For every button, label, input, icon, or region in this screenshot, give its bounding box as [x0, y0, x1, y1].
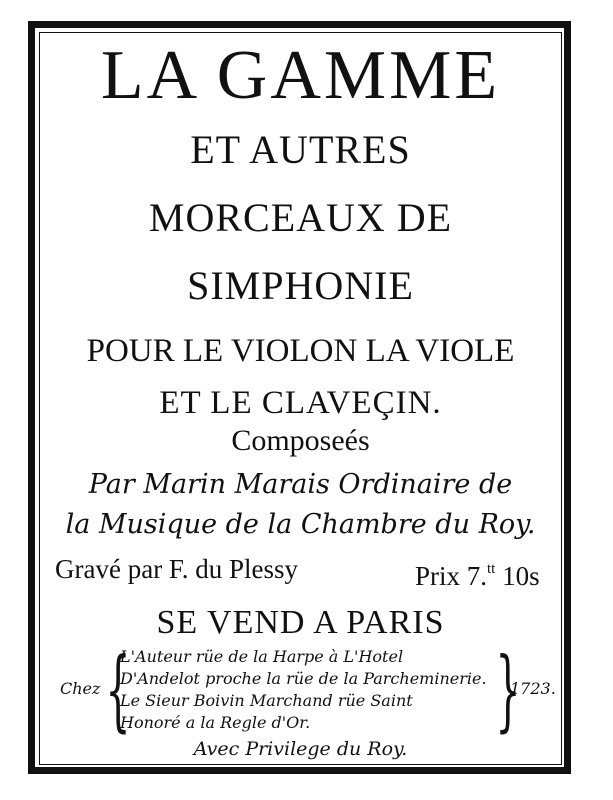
sold-heading: SE VEND A PARIS — [156, 604, 445, 641]
seller-line-1: L'Auteur rüe de la Harpe à L'Hotel — [120, 647, 404, 666]
title-line-2: ET AUTRES — [190, 127, 411, 172]
composee-label: Composeés — [231, 424, 370, 457]
seller-line-4: Honoré a la Regle d'Or. — [120, 713, 311, 732]
price-superscript: tt — [487, 561, 496, 577]
year-label: 1723. — [510, 679, 556, 698]
author-line-2: la Musique de la Chambre du Roy. — [65, 509, 536, 540]
title-line-6: ET LE CLAVEÇIN. — [159, 385, 442, 421]
price — [415, 552, 540, 593]
chez-label: Chez — [60, 679, 101, 698]
engraver-text: Gravé par F. du Plessy — [55, 554, 299, 584]
price-prefix: Prix 7. — [415, 561, 488, 591]
engraver-line — [55, 552, 555, 591]
title-line-5: POUR LE VIOLON LA VIOLE — [86, 333, 515, 369]
price-suffix: 10s — [495, 561, 540, 591]
title-line-1: LA GAMME — [100, 37, 501, 114]
author-line-1: Par Marin Marais Ordinaire de — [88, 469, 513, 500]
right-brace: } — [495, 638, 521, 741]
title-line-3: MORCEAUX DE — [148, 195, 453, 240]
left-brace: { — [105, 638, 131, 741]
privilege-line: Avec Privilege du Roy. — [193, 738, 408, 760]
seller-line-3: Le Sieur Boivin Marchand rüe Saint — [120, 691, 413, 710]
title-line-4: SIMPHONIE — [187, 263, 414, 308]
seller-line-2: D'Andelot proche la rüe de la Parcheminerie. — [120, 669, 487, 688]
